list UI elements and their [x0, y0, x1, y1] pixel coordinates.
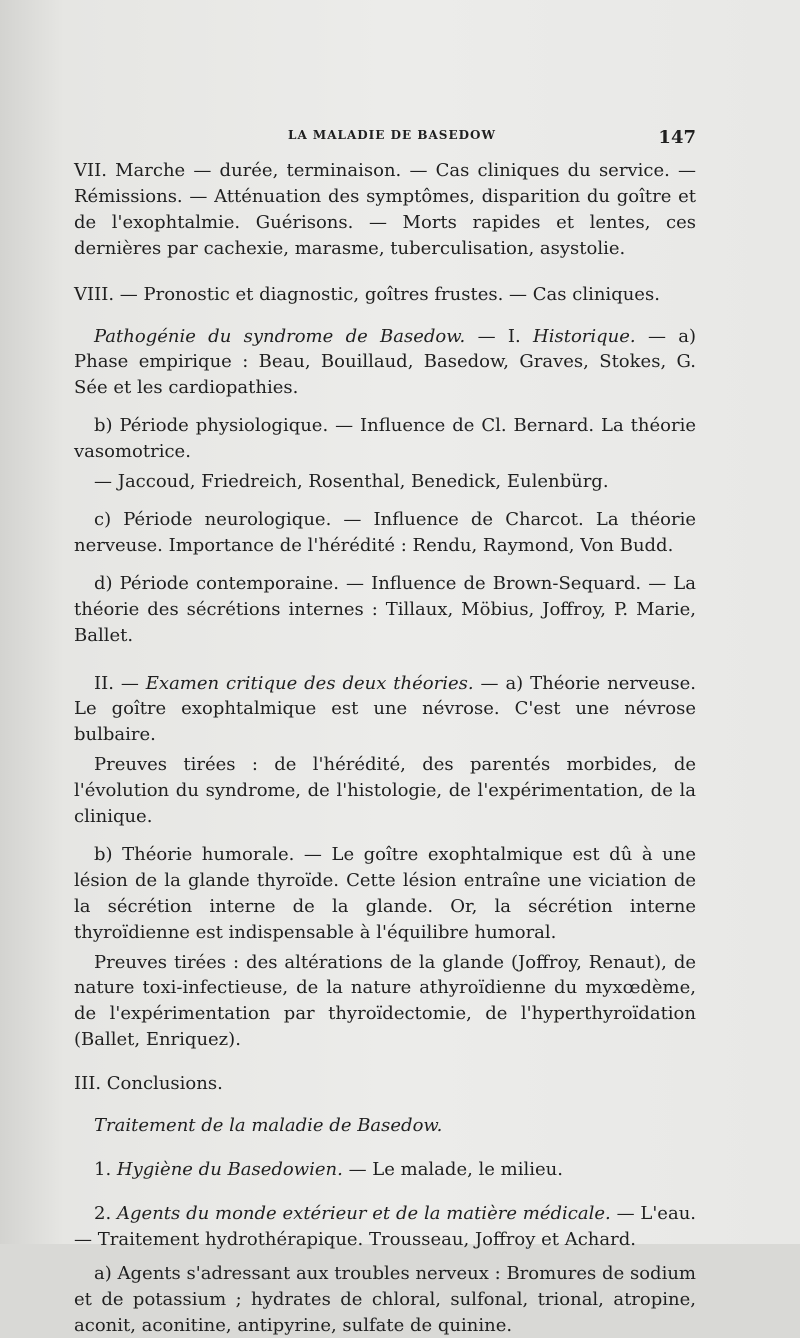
paragraph-b-humoral: b) Théorie humorale. — Le goître exophtalmique est dû à une lésion de la glande thyroïde. Cette lésion entraîne une viciation de la sécrétion interne de la glande. Or, la sécrétion interne thyroïdienne est indispensable à l'équilibre humoral. — [74, 843, 696, 943]
ii-rest: — a) Théorie nerveuse. Le goître exophtalmique est une névrose. C'est une névrose bulbaire. — [74, 672, 697, 746]
running-title: LA MALADIE DE BASEDOW — [288, 128, 496, 142]
paragraph-vii: VII. Marche — durée, terminaison. — Cas cliniques du service. — Rémissions. — Atténuation des symptômes, disparition du goître et de l'exophtalmie. Guérisons. — Morts rapides et lentes, ces dernières par cachexie, marasme, tuberculisation, asystolie. — [74, 160, 696, 259]
paragraph-iii: III. Conclusions. — [74, 1073, 223, 1095]
ii-title: Examen critique des deux théories. — [145, 672, 474, 694]
historique-title: Historique. — [533, 325, 636, 347]
paragraph-traitement: Traitement de la maladie de Basedow. — [94, 1115, 443, 1137]
paragraph-preuves-1: Preuves tirées : de l'hérédité, des parentés morbides, de l'évolution du syndrome, de l'histologie, de l'expérimentation, de la clinique. — [74, 754, 696, 828]
paragraph-agents: a) Agents s'adressant aux troubles nerveux : Bromures de sodium et de potassium ; hydrates de chloral, sulfonal, trional, atropine, aconit, aconitine, antipyrine, sulfate de quinine. — [74, 1262, 696, 1336]
item2-number: 2. — [94, 1202, 118, 1224]
item1-number: 1. — [94, 1159, 117, 1180]
page-number: 147 — [658, 127, 696, 148]
paragraph-item-1 — [74, 1157, 696, 1183]
ii-prefix: II. — — [94, 672, 146, 694]
pathogenie-title: Pathogénie du syndrome de Basedow. — [94, 325, 466, 347]
pathogenie-separator: — I. — [465, 325, 534, 347]
item2-title: Agents du monde extérieur et de la matière médicale. — [117, 1202, 611, 1224]
paragraph-b1: b) Période physiologique. — Influence de Cl. Bernard. La théorie vasomotrice. — [74, 415, 696, 463]
paragraph-pathogenie — [74, 324, 696, 402]
paragraph-preuves-2: Preuves tirées : des altérations de la glande (Joffroy, Renaut), de nature toxi-infectieuse, de la nature athyroïdienne du myxœdème, de l'expérimentation par thyroïdectomie, de l'hyperthyroïdation (Ballet, Enriquez). — [74, 951, 696, 1051]
paragraph-d: d) Période contemporaine. — Influence de Brown-Sequard. — La théorie des sécrétions internes : Tillaux, Möbius, Joffroy, P. Marie, Ballet. — [74, 572, 696, 646]
paragraph-viii: VIII. — Pronostic et diagnostic, goîtres frustes. — Cas cliniques. — [74, 283, 660, 305]
paragraph-ii — [74, 671, 696, 749]
item2-rest: — L'eau. — Traitement hydrothérapique. Trousseau, Joffroy et Achard. — [74, 1202, 697, 1250]
paragraph-c: c) Période neurologique. — Influence de Charcot. La théorie nerveuse. Importance de l'hérédité : Rendu, Raymond, Von Budd. — [74, 508, 696, 556]
pathogenie-rest: — a) Phase empirique : Beau, Bouillaud, Basedow, Graves, Stokes, G. Sée et les cardiopathies. — [74, 325, 697, 399]
item1-rest: — Le malade, le milieu. — [342, 1159, 563, 1180]
paragraph-b2: — Jaccoud, Friedreich, Rosenthal, Benedick, Eulenbürg. — [94, 471, 609, 493]
paragraph-item-2 — [74, 1201, 696, 1253]
page-text — [74, 158, 696, 1338]
item1-title: Hygiène du Basedowien. — [116, 1159, 343, 1180]
